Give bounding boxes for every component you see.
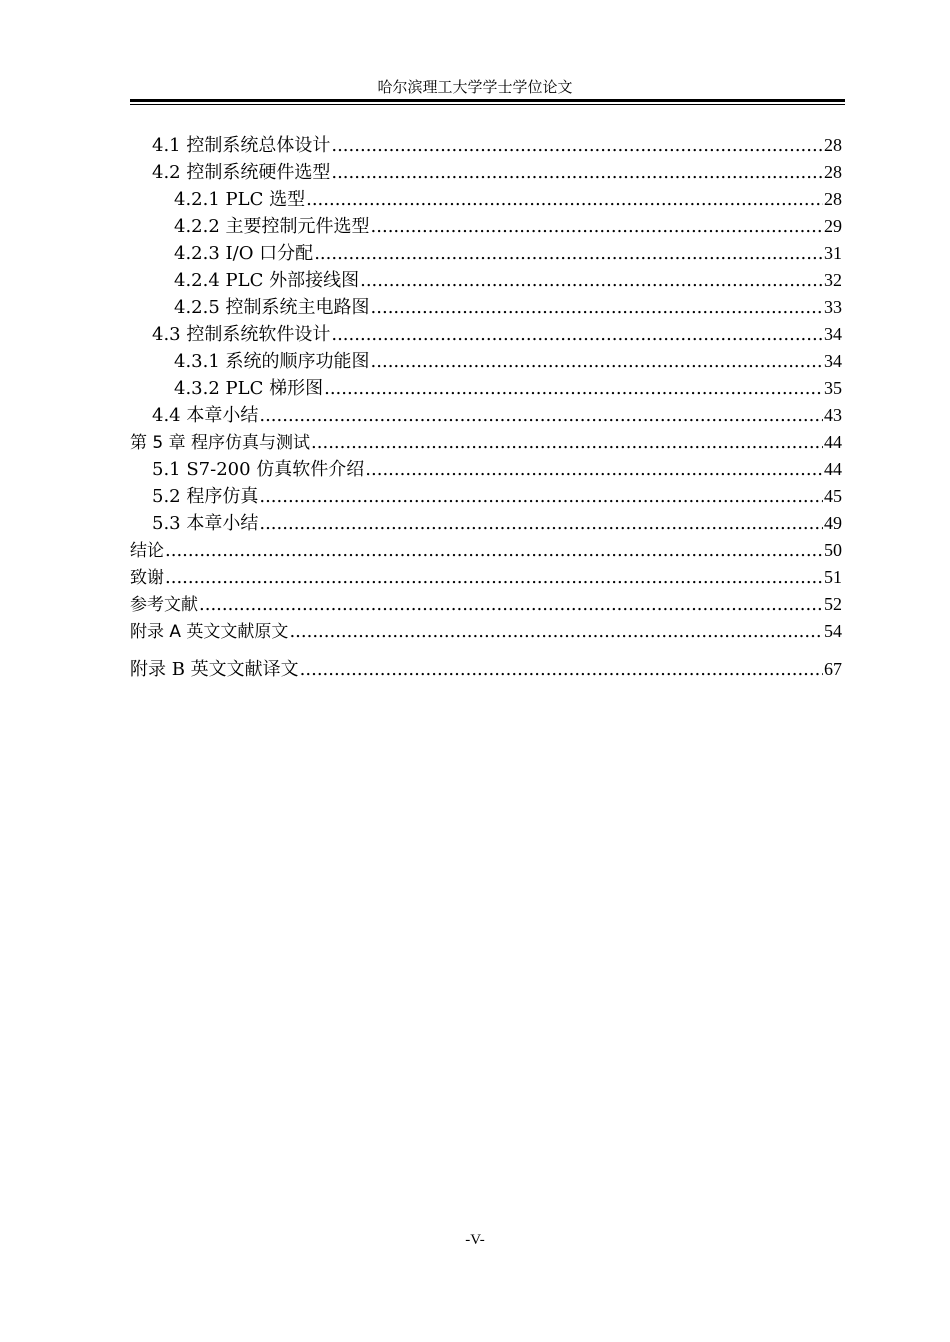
toc-entry-page: 43 (824, 405, 842, 425)
toc-entry-label: 5.1 S7-200 仿真软件介绍 (152, 459, 365, 480)
toc-entry-label: 4.2.2 主要控制元件选型 (174, 216, 370, 237)
toc-entry[interactable] (130, 510, 842, 537)
toc-entry-label: 4.2.3 I/O 口分配 (174, 243, 314, 264)
toc-entry[interactable] (130, 483, 842, 510)
toc-entry-label: 结论 (130, 541, 164, 561)
toc-entry-page: 67 (824, 659, 842, 679)
toc-entry-label: 5.3 本章小结 (152, 513, 259, 534)
toc-entry-page: 34 (824, 351, 842, 371)
toc-leader-dots (314, 240, 823, 267)
toc-entry-label: 参考文献 (130, 595, 198, 615)
toc-entry-page: 33 (824, 297, 842, 317)
toc-leader-dots (259, 510, 823, 537)
toc-leader-dots (165, 537, 823, 564)
toc-entry[interactable] (130, 402, 842, 429)
toc-entry[interactable] (130, 294, 842, 321)
toc-entry[interactable] (130, 456, 842, 483)
toc-leader-dots (289, 618, 823, 645)
toc-leader-dots (360, 267, 823, 294)
toc-entry-label: 附录 A 英文文献原文 (130, 622, 289, 642)
toc-entry-page: 28 (824, 189, 842, 209)
toc-entry-page: 29 (824, 216, 842, 236)
toc-entry-label: 4.2 控制系统硬件选型 (152, 162, 331, 183)
toc-entry-page: 45 (824, 486, 842, 506)
toc-entry-page: 44 (824, 432, 842, 452)
toc-entry[interactable] (130, 240, 842, 267)
toc-leader-dots (331, 159, 823, 186)
toc-leader-dots (365, 456, 823, 483)
toc-entry-label: 5.2 程序仿真 (152, 486, 259, 507)
toc-entry[interactable] (130, 321, 842, 348)
toc-leader-dots (259, 483, 823, 510)
toc-entry-label: 4.2.1 PLC 选型 (174, 189, 306, 210)
toc-entry-chapter[interactable] (130, 591, 842, 618)
toc-entry-label: 4.3.1 系统的顺序功能图 (174, 351, 370, 372)
toc-entry-chapter[interactable] (130, 656, 842, 683)
toc-entry-label: 4.3 控制系统软件设计 (152, 324, 331, 345)
toc-entry-page: 32 (824, 270, 842, 290)
toc-entry-page: 44 (824, 459, 842, 479)
toc-entry-label: 第 5 章 程序仿真与测试 (130, 433, 311, 453)
toc-entry-page: 54 (824, 621, 842, 641)
toc-entry-page: 51 (824, 567, 842, 587)
toc-leader-dots (165, 564, 823, 591)
toc-entry-label: 4.3.2 PLC 梯形图 (174, 378, 324, 399)
toc-entry-label: 致谢 (130, 568, 164, 588)
toc-entry[interactable] (130, 267, 842, 294)
toc-entry[interactable] (130, 159, 842, 186)
toc-leader-dots (371, 294, 823, 321)
toc-entry-page: 52 (824, 594, 842, 614)
toc-entry-chapter[interactable] (130, 429, 842, 456)
toc-leader-dots (371, 213, 823, 240)
toc-entry-chapter[interactable] (130, 537, 842, 564)
running-header: 哈尔滨理工大学学士学位论文 (377, 78, 573, 96)
toc-entry-page: 28 (824, 162, 842, 182)
toc-leader-dots (311, 429, 823, 456)
toc-leader-dots (300, 656, 823, 683)
toc-leader-dots (306, 186, 823, 213)
toc-entry[interactable] (130, 348, 842, 375)
toc-entry-page: 31 (824, 243, 842, 263)
toc-entry[interactable] (130, 375, 842, 402)
toc-entry[interactable] (130, 132, 842, 159)
toc-leader-dots (259, 402, 823, 429)
toc-entry[interactable] (130, 186, 842, 213)
header-rule-thin (130, 104, 845, 105)
toc-entry-chapter[interactable] (130, 618, 842, 645)
toc-entry-page: 49 (824, 513, 842, 533)
toc-entry-label: 4.2.4 PLC 外部接线图 (174, 270, 360, 291)
toc-leader-dots (371, 348, 823, 375)
toc-entry-label: 4.1 控制系统总体设计 (152, 135, 331, 156)
toc-entry-label: 4.2.5 控制系统主电路图 (174, 297, 370, 318)
table-of-contents (130, 132, 842, 683)
toc-leader-dots (331, 132, 823, 159)
toc-entry[interactable] (130, 213, 842, 240)
toc-entry-label: 附录 B 英文文献译文 (130, 659, 299, 680)
toc-entry-page: 28 (824, 135, 842, 155)
toc-entry-label: 4.4 本章小结 (152, 405, 259, 426)
page-number: -V- (465, 1232, 485, 1248)
toc-leader-dots (331, 321, 823, 348)
toc-leader-dots (199, 591, 823, 618)
header-rule-thick (130, 99, 845, 102)
toc-entry-page: 34 (824, 324, 842, 344)
toc-leader-dots (324, 375, 823, 402)
toc-entry-chapter[interactable] (130, 564, 842, 591)
toc-entry-page: 35 (824, 378, 842, 398)
toc-entry-page: 50 (824, 540, 842, 560)
